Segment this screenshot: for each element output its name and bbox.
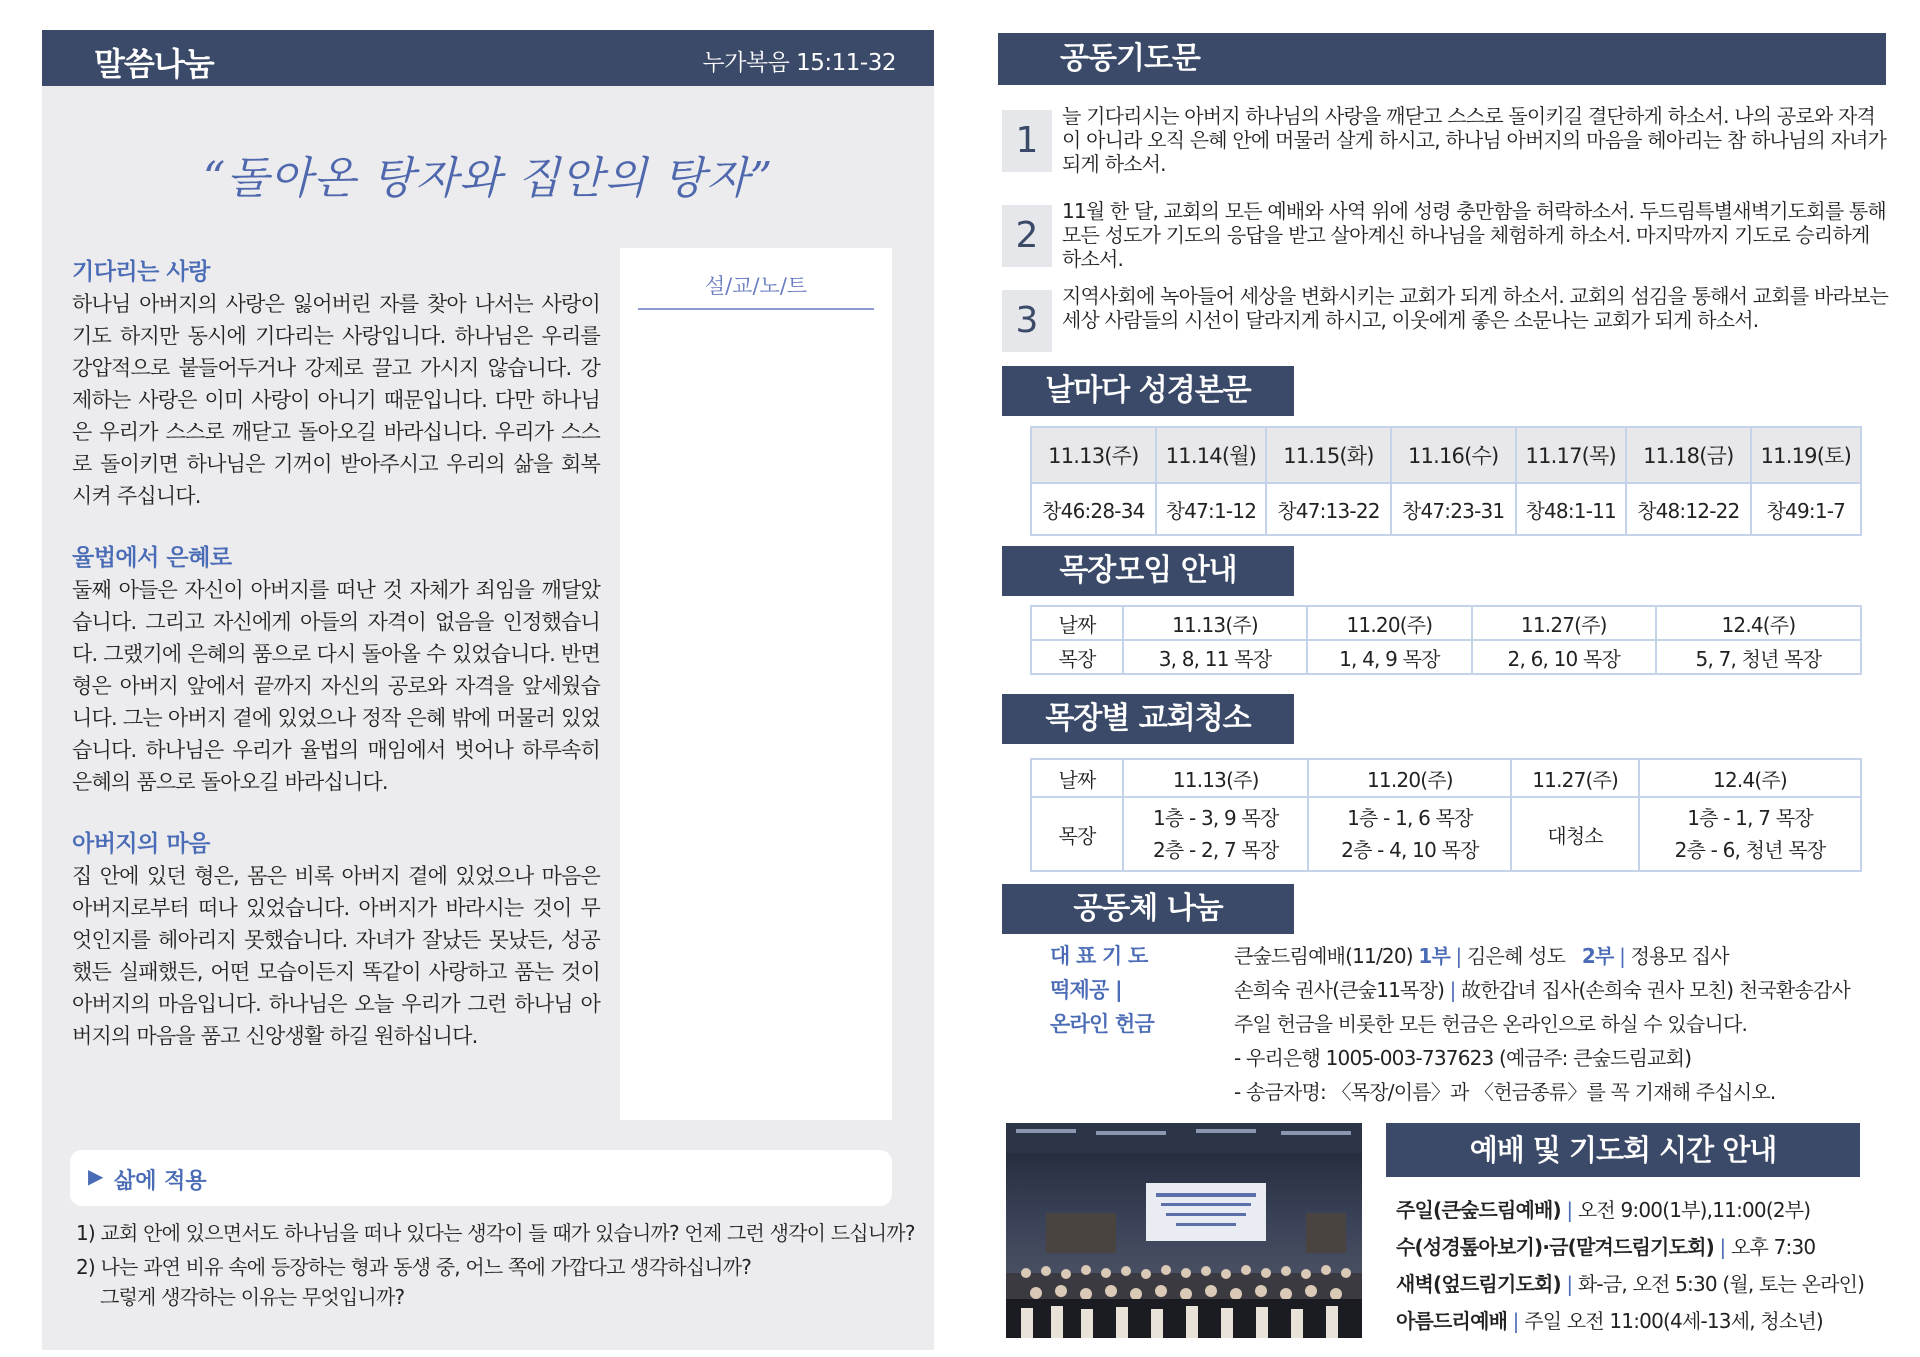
sermon-title: “돌아온 탕자와 집안의 탕자” (202, 153, 774, 204)
sermon-header (42, 30, 934, 86)
service-time: 오후 7:30 (1731, 1235, 1816, 1259)
sermon-section (72, 256, 600, 512)
service-times-list (1396, 1192, 1886, 1340)
daily-bible-table (1030, 426, 1862, 536)
service-time-row: 수(성경톺아보기)·금(맡겨드림기도회) | 오후 7:30 (1396, 1235, 1816, 1259)
church-cleaning-header: 목장별 교회청소 (1002, 694, 1294, 744)
mokjang-date-cell: 11.20(주) (1307, 606, 1472, 640)
online-offering-text: 주일 헌금을 비롯한 모든 헌금은 온라인으로 하실 수 있습니다. (1234, 1012, 1748, 1036)
service-name: 수(성경톺아보기)·금(맡겨드림기도회) (1396, 1235, 1714, 1259)
life-application-box (70, 1150, 892, 1206)
cleaning-assignment-cell (1308, 797, 1511, 871)
service-name: 주일(큰숲드림예배) (1396, 1198, 1561, 1222)
mokjang-group-cell: 5, 7, 청년 목장 (1656, 640, 1861, 674)
row-label: 목장 (1031, 640, 1123, 674)
cleaning-date-cell: 11.20(주) (1308, 759, 1511, 797)
bible-verse-cell: 창47:23-31 (1391, 483, 1516, 535)
prayer-text: 11월 한 달, 교회의 모든 예배와 사역 위에 성령 충만함을 허락하소서. 두드림특별새벽기도회를 통해 모든 성도가 기도의 응답을 받고 살아계신 하나님을 체험하게 하소서. 마지막까지 기도로 승리하게 하소서. (1062, 199, 1886, 271)
life-application-label: 삶에 적용 (114, 1169, 207, 1194)
bank-account-text: - 우리은행 1005-003-737623 (예금주: 큰숲드림교회) (1234, 1046, 1692, 1070)
section-body: 둘째 아들은 자신이 아버지를 떠난 것 자체가 죄임을 깨달았습니다. 그리고 자신에게 아들의 자격이 없음을 인정했습니다. 그랬기에 은혜의 품으로 다시 돌아올 수 있었습니다. 반면 형은 아버지 앞에서 끝까지 자신의 공로와 자격을 앞세웠습니다. 그는 아버지 곁에 있었으나 정작 은혜 밖에 머물러 있었습니다. 하나님은 우리가 율법의 매임에서 벗어나 하루속히 은혜의 품으로 돌아오길 바라십니다. (72, 578, 600, 794)
row-label: 목장 (1031, 797, 1123, 871)
mokjang-meeting-header: 목장모임 안내 (1002, 546, 1294, 596)
second-service-leader: 정용모 집사 (1630, 944, 1729, 968)
bible-date-cell: 11.15(화) (1266, 427, 1391, 483)
prayer-number: 1 (1002, 110, 1052, 172)
congregation-photo (1006, 1123, 1362, 1338)
service-time: 화-금, 오전 5:30 (월, 토는 온라인) (1577, 1272, 1865, 1296)
cleaning-date-cell: 12.4(주) (1639, 759, 1861, 797)
application-questions (76, 1218, 916, 1312)
church-cleaning-table (1030, 758, 1862, 872)
bible-date-cell: 11.16(수) (1391, 427, 1516, 483)
representative-prayer-value: 큰숲드림예배(11/20) 1부 | 김은혜 성도 2부 | 정용모 집사 (1234, 944, 1729, 968)
bible-verse-cell: 창48:12-22 (1626, 483, 1751, 535)
prayer-text: 지역사회에 녹아들어 세상을 변화시키는 교회가 되게 하소서. 교회의 섬김을 통해서 교회를 바라보는 세상 사람들의 시선이 달라지게 하시고, 이웃에게 좋은 소문나는 교회가 되게 하소서. (1062, 284, 1889, 332)
section-body: 집 안에 있던 형은, 몸은 비록 아버지 곁에 있었으나 마음은 아버지로부터 떠나 있었습니다. 아버지가 바라시는 것이 무엇인지를 헤아리지 못했습니다. 자녀가 잘났든 못났든, 성공했든 실패했든, 어떤 모습이든지 똑같이 사랑하고 품는 것이 아버지의 마음입니다. 하나님은 오늘 우리가 그런 하나님 아버지의 마음을 품고 신앙생활 하길 원하십니다. (72, 864, 600, 1048)
daily-bible-header: 날마다 성경본문 (1002, 366, 1294, 416)
row-label: 날짜 (1031, 759, 1123, 797)
prayer-number: 2 (1002, 205, 1052, 267)
question-1: 1) 교회 안에 있으면서도 하나님을 떠나 있다는 생각이 들 때가 있습니까? 언제 그런 생각이 드십니까? (76, 1221, 915, 1245)
section-heading: 아버지의 마음 (72, 831, 210, 857)
bible-date-cell: 11.19(토) (1751, 427, 1861, 483)
play-arrow-icon: ▶ (88, 1164, 104, 1188)
row-label: 날짜 (1031, 606, 1123, 640)
section-body: 하나님 아버지의 사랑은 잃어버린 자를 찾아 나서는 사랑이기도 하지만 동시에 기다리는 사랑입니다. 하나님은 우리를 강압적으로 붙들어두거나 강제로 끌고 가시지 않습니다. 강제하는 사랑은 이미 사랑이 아니기 때문입니다. 다만 하나님은 우리가 스스로 깨닫고 돌아오길 바라십니다. 우리가 스스로 돌이키면 하나님은 기꺼이 받아주시고 우리의 삶을 회복시켜 주십니다. (72, 292, 600, 508)
mokjang-date-cell: 11.13(주) (1123, 606, 1307, 640)
service-times-header: 예배 및 기도회 시간 안내 (1386, 1123, 1860, 1177)
first-service-leader: 김은혜 성도 (1467, 944, 1566, 968)
remitter-note-text: - 송금자명: 〈목장/이름〉과 〈헌금종류〉를 꼭 기재해 주십시오. (1234, 1080, 1776, 1104)
section-heading: 기다리는 사랑 (72, 259, 210, 285)
scripture-reference: 누가복음 15:11-32 (702, 50, 896, 76)
prayer-text: 늘 기다리시는 아버지 하나님의 사랑을 깨닫고 스스로 돌이키길 결단하게 하소서. 나의 공로와 자격이 아니라 오직 은혜 안에 머물러 살게 하시고, 하나님 아버지의 마음을 헤아리는 참 하나님의 자녀가 되게 하소서. (1062, 104, 1887, 176)
service-name: 새벽(엎드림기도회) (1396, 1272, 1561, 1296)
service-time-row: 새벽(엎드림기도회) | 화-금, 오전 5:30 (월, 토는 온라인) (1396, 1272, 1865, 1296)
service-time: 오전 9:00(1부),11:00(2부) (1577, 1198, 1811, 1222)
sermon-section (72, 542, 600, 798)
prayer-number: 3 (1002, 290, 1052, 352)
sermon-body (72, 256, 600, 1082)
online-offering-label: 온라인 헌금 (1050, 1012, 1154, 1036)
sermon-header-title: 말씀나눔 (94, 45, 214, 83)
mokjang-group-cell: 2, 6, 10 목장 (1472, 640, 1656, 674)
bible-verse-cell: 창47:1-12 (1156, 483, 1266, 535)
mokjang-group-cell: 3, 8, 11 목장 (1123, 640, 1307, 674)
floor-1-assignment: 1층 - 1, 6 목장 (1347, 806, 1473, 830)
bible-date-cell: 11.17(목) (1516, 427, 1626, 483)
sermon-sharing-page (42, 30, 934, 1350)
first-service-label: 1부 (1418, 944, 1450, 968)
question-2: 2) 나는 과연 비유 속에 등장하는 형과 동생 중, 어느 쪽에 가깝다고 생각하십니까? (76, 1255, 752, 1279)
bible-date-cell: 11.14(월) (1156, 427, 1266, 483)
rice-cake-donor: 손희숙 권사(큰숲11목장) (1234, 978, 1445, 1002)
bible-verse-cell: 창49:1-7 (1751, 483, 1861, 535)
floor-2-assignment: 2층 - 4, 10 목장 (1341, 838, 1479, 862)
mokjang-date-cell: 12.4(주) (1656, 606, 1861, 640)
sermon-note-box[interactable] (620, 248, 892, 1120)
bible-verse-cell: 창48:1-11 (1516, 483, 1626, 535)
service-name: 아름드리예배 (1396, 1309, 1508, 1333)
floor-2-assignment: 2층 - 2, 7 목장 (1152, 838, 1279, 862)
common-prayer-header: 공동기도문 (998, 33, 1886, 85)
service-time-row: 아름드리예배 | 주일 오전 11:00(4세-13세, 청소년) (1396, 1309, 1823, 1333)
service-time: 주일 오전 11:00(4세-13세, 청소년) (1524, 1309, 1823, 1333)
bible-date-cell: 11.13(주) (1031, 427, 1156, 483)
cleaning-assignment-cell (1123, 797, 1308, 871)
floor-1-assignment: 1층 - 3, 9 목장 (1152, 806, 1279, 830)
bible-date-cell: 11.18(금) (1626, 427, 1751, 483)
mokjang-group-cell: 1, 4, 9 목장 (1307, 640, 1472, 674)
cleaning-assignment-cell (1639, 797, 1861, 871)
sermon-section (72, 828, 600, 1052)
section-heading: 율법에서 은혜로 (72, 545, 232, 571)
congregation-photo-image (1006, 1123, 1362, 1338)
service-time-row: 주일(큰숲드림예배) | 오전 9:00(1부),11:00(2부) (1396, 1198, 1811, 1222)
prayer-service: 큰숲드림예배(11/20) (1234, 944, 1413, 968)
rice-cake-note: 故한갑녀 집사(손희숙 권사 모친) 천국환송감사 (1461, 978, 1850, 1002)
community-sharing-header: 공동체 나눔 (1002, 884, 1294, 934)
floor-1-assignment: 1층 - 1, 7 목장 (1687, 806, 1813, 830)
mokjang-date-cell: 11.27(주) (1472, 606, 1656, 640)
mokjang-meeting-table (1030, 605, 1862, 675)
second-service-label: 2부 (1581, 944, 1614, 968)
cleaning-date-cell: 11.13(주) (1123, 759, 1308, 797)
cleaning-date-cell: 11.27(주) (1511, 759, 1639, 797)
question-2-continued: 그렇게 생각하는 이유는 무엇입니까? (100, 1285, 405, 1309)
representative-prayer-label: 대 표 기 도 (1050, 944, 1148, 968)
floor-2-assignment: 2층 - 6, 청년 목장 (1674, 838, 1826, 862)
bible-verse-cell: 창46:28-34 (1031, 483, 1156, 535)
sermon-note-title: 설/교/노/트 (638, 270, 874, 310)
bible-verse-cell: 창47:13-22 (1266, 483, 1391, 535)
cleaning-assignment-cell: 대청소 (1511, 797, 1639, 871)
rice-cake-label: 떡제공 | (1050, 978, 1122, 1002)
rice-cake-value: 손희숙 권사(큰숲11목장) | 故한갑녀 집사(손희숙 권사 모친) 천국환송감사 (1234, 978, 1850, 1002)
